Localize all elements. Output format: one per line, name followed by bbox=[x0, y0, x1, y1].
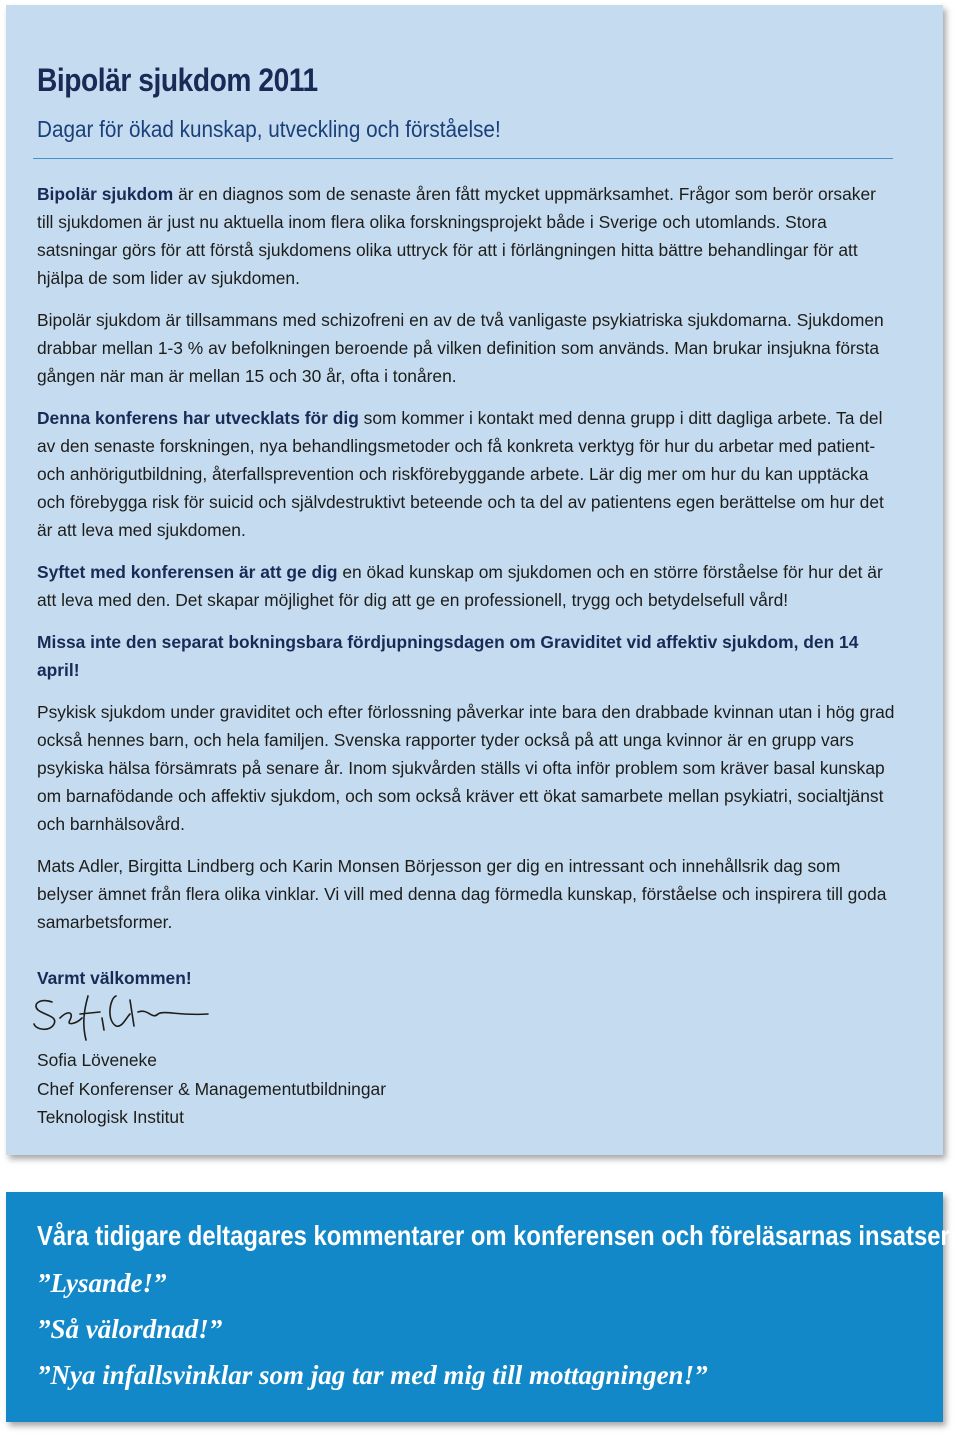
testimonials-heading: Våra tidigare deltagares kommentarer om konferensen och föreläsarnas insatser: bbox=[37, 1220, 958, 1251]
page-subtitle: Dagar för ökad kunskap, utveckling och förståelse! bbox=[37, 116, 501, 142]
testimonial-quote: ”Så välordnad!” bbox=[37, 1314, 223, 1344]
welcome-line bbox=[37, 964, 897, 992]
signature-image bbox=[30, 990, 230, 1050]
paragraph-intro bbox=[37, 180, 897, 292]
paragraph-speakers bbox=[37, 852, 897, 936]
paragraph-audience bbox=[37, 404, 897, 544]
divider bbox=[33, 158, 893, 159]
welcome-text: Varmt välkommen! bbox=[37, 968, 192, 988]
paragraph-text: som kommer i kontakt med denna grupp i ditt dagliga arbete. Ta del av den senaste forskningen, nya behandlingsmetoder och få konkreta verktyg för hur du arbetar med patient- och anhörigutbildning, återfallsprevention och riskförebyggande arbete. Lär dig mer om hur du kan upptäcka och förebygga risk för suicid och självdestruktivt beteende och ta del av patientens egen berättelse om hur det är att leva med sjukdomen. bbox=[37, 408, 884, 540]
paragraph-text: Mats Adler, Birgitta Lindberg och Karin Monsen Börjesson ger dig en intressant och innehållsrik dag som belyser ämnet från flera olika vinklar. Vi vill med denna dag förmedla kunskap, förståelse och inspirera till goda samarbetsformer. bbox=[37, 856, 887, 932]
paragraph-lead: Missa inte den separat bokningsbara fördjupningsdagen om Graviditet vid affektiv sjukdom, den 14 april! bbox=[37, 632, 859, 680]
paragraph-extra-day bbox=[37, 628, 897, 684]
paragraph-lead: Bipolär sjukdom bbox=[37, 184, 174, 204]
paragraph-text: en ökad kunskap om sjukdomen och en större förståelse för hur det är att leva med den. Det skapar möjlighet för dig att ge en professionell, trygg och betydelsefull vård! bbox=[37, 562, 883, 610]
paragraph-lead: Syftet med konferensen är att ge dig bbox=[37, 562, 338, 582]
paragraph-text: är en diagnos som de senaste åren fått mycket uppmärksamhet. Frågor som berör orsaker till sjukdomen är just nu aktuella inom flera olika forskningsprojekt både i Sverige och utomlands. Stora satsningar görs för att förstå sjukdomens olika uttryck för att i förlängningen hitta bättre behandlingar för att hjälpa de som lider av sjukdomen. bbox=[37, 184, 876, 288]
testimonial-quote: ”Nya infallsvinklar som jag tar med mig till mottagningen!” bbox=[37, 1360, 708, 1390]
paragraph-prevalence bbox=[37, 306, 897, 390]
signer-block bbox=[37, 1046, 386, 1132]
signer-org: Teknologisk Institut bbox=[37, 1107, 184, 1127]
body-text bbox=[37, 180, 897, 1006]
signer-role: Chef Konferenser & Managementutbildningar bbox=[37, 1078, 386, 1099]
signer-name: Sofia Löveneke bbox=[37, 1050, 157, 1070]
paragraph-lead: Denna konferens har utvecklats för dig bbox=[37, 408, 359, 428]
paragraph-text: Bipolär sjukdom är tillsammans med schizofreni en av de två vanligaste psykiatriska sjukdomarna. Sjukdomen drabbar mellan 1-3 % av befolkningen beroende på vilken definition som används. Man brukar insjukna första gången när man är mellan 15 och 30 år, ofta i tonåren. bbox=[37, 310, 884, 386]
paragraph-pregnancy bbox=[37, 698, 897, 838]
paragraph-purpose bbox=[37, 558, 897, 614]
paragraph-text: Psykisk sjukdom under graviditet och efter förlossning påverkar inte bara den drabbade kvinnan utan i hög grad också hennes barn, och hela familjen. Svenska rapporter tyder också på att unga kvinnor är en grupp vars psykiska hälsa försämrats på senare år. Inom sjukvården ställs vi ofta inför problem som kräver basal kunskap om barnafödande och affektiv sjukdom, och som också kräver ett ökat samarbete mellan psykiatri, socialtjänst och barnhälsovård. bbox=[37, 702, 895, 834]
page-title: Bipolär sjukdom 2011 bbox=[37, 62, 318, 98]
testimonial-quote: ”Lysande!” bbox=[37, 1268, 167, 1298]
